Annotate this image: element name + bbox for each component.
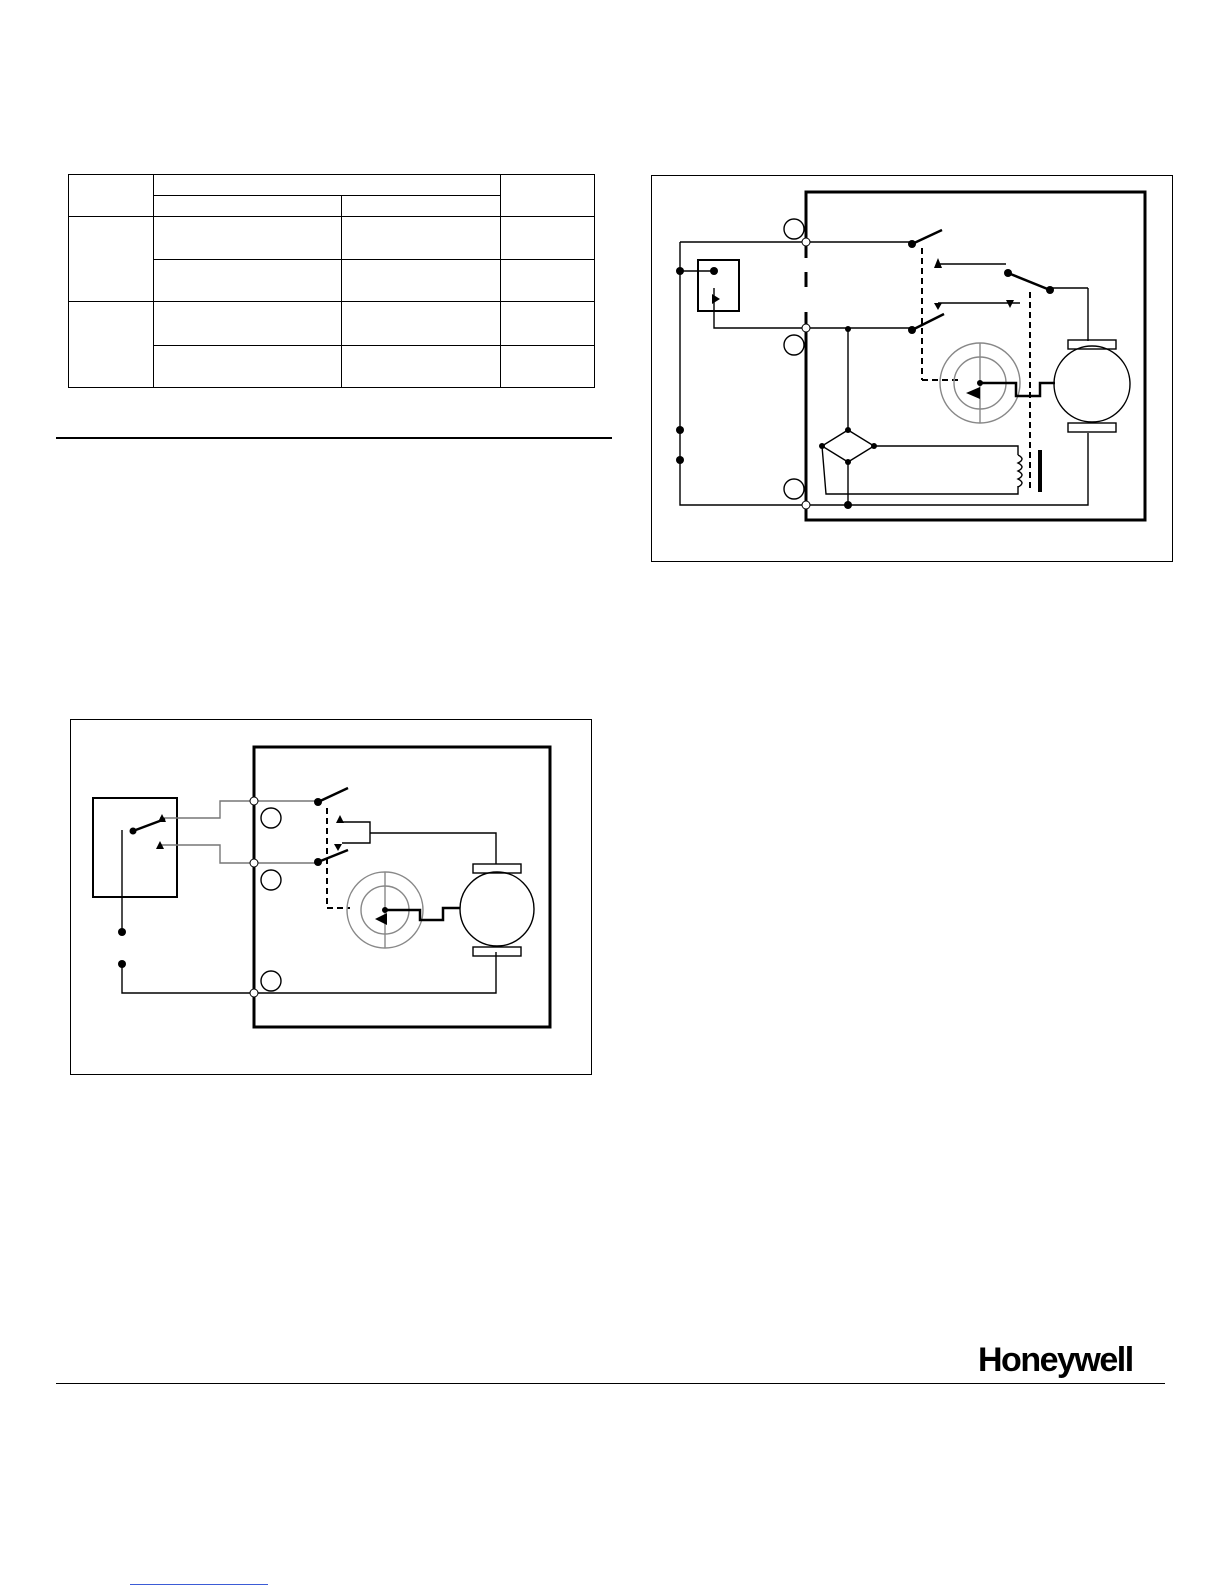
terminal-3: [261, 971, 281, 991]
motor-icon: [460, 872, 534, 946]
terminal-2: [261, 870, 281, 890]
footer-divider: [56, 1383, 1165, 1384]
honeywell-logo: Honeywell: [978, 1341, 1133, 1379]
controller-box: [93, 798, 177, 897]
terminal-1: [261, 808, 281, 828]
